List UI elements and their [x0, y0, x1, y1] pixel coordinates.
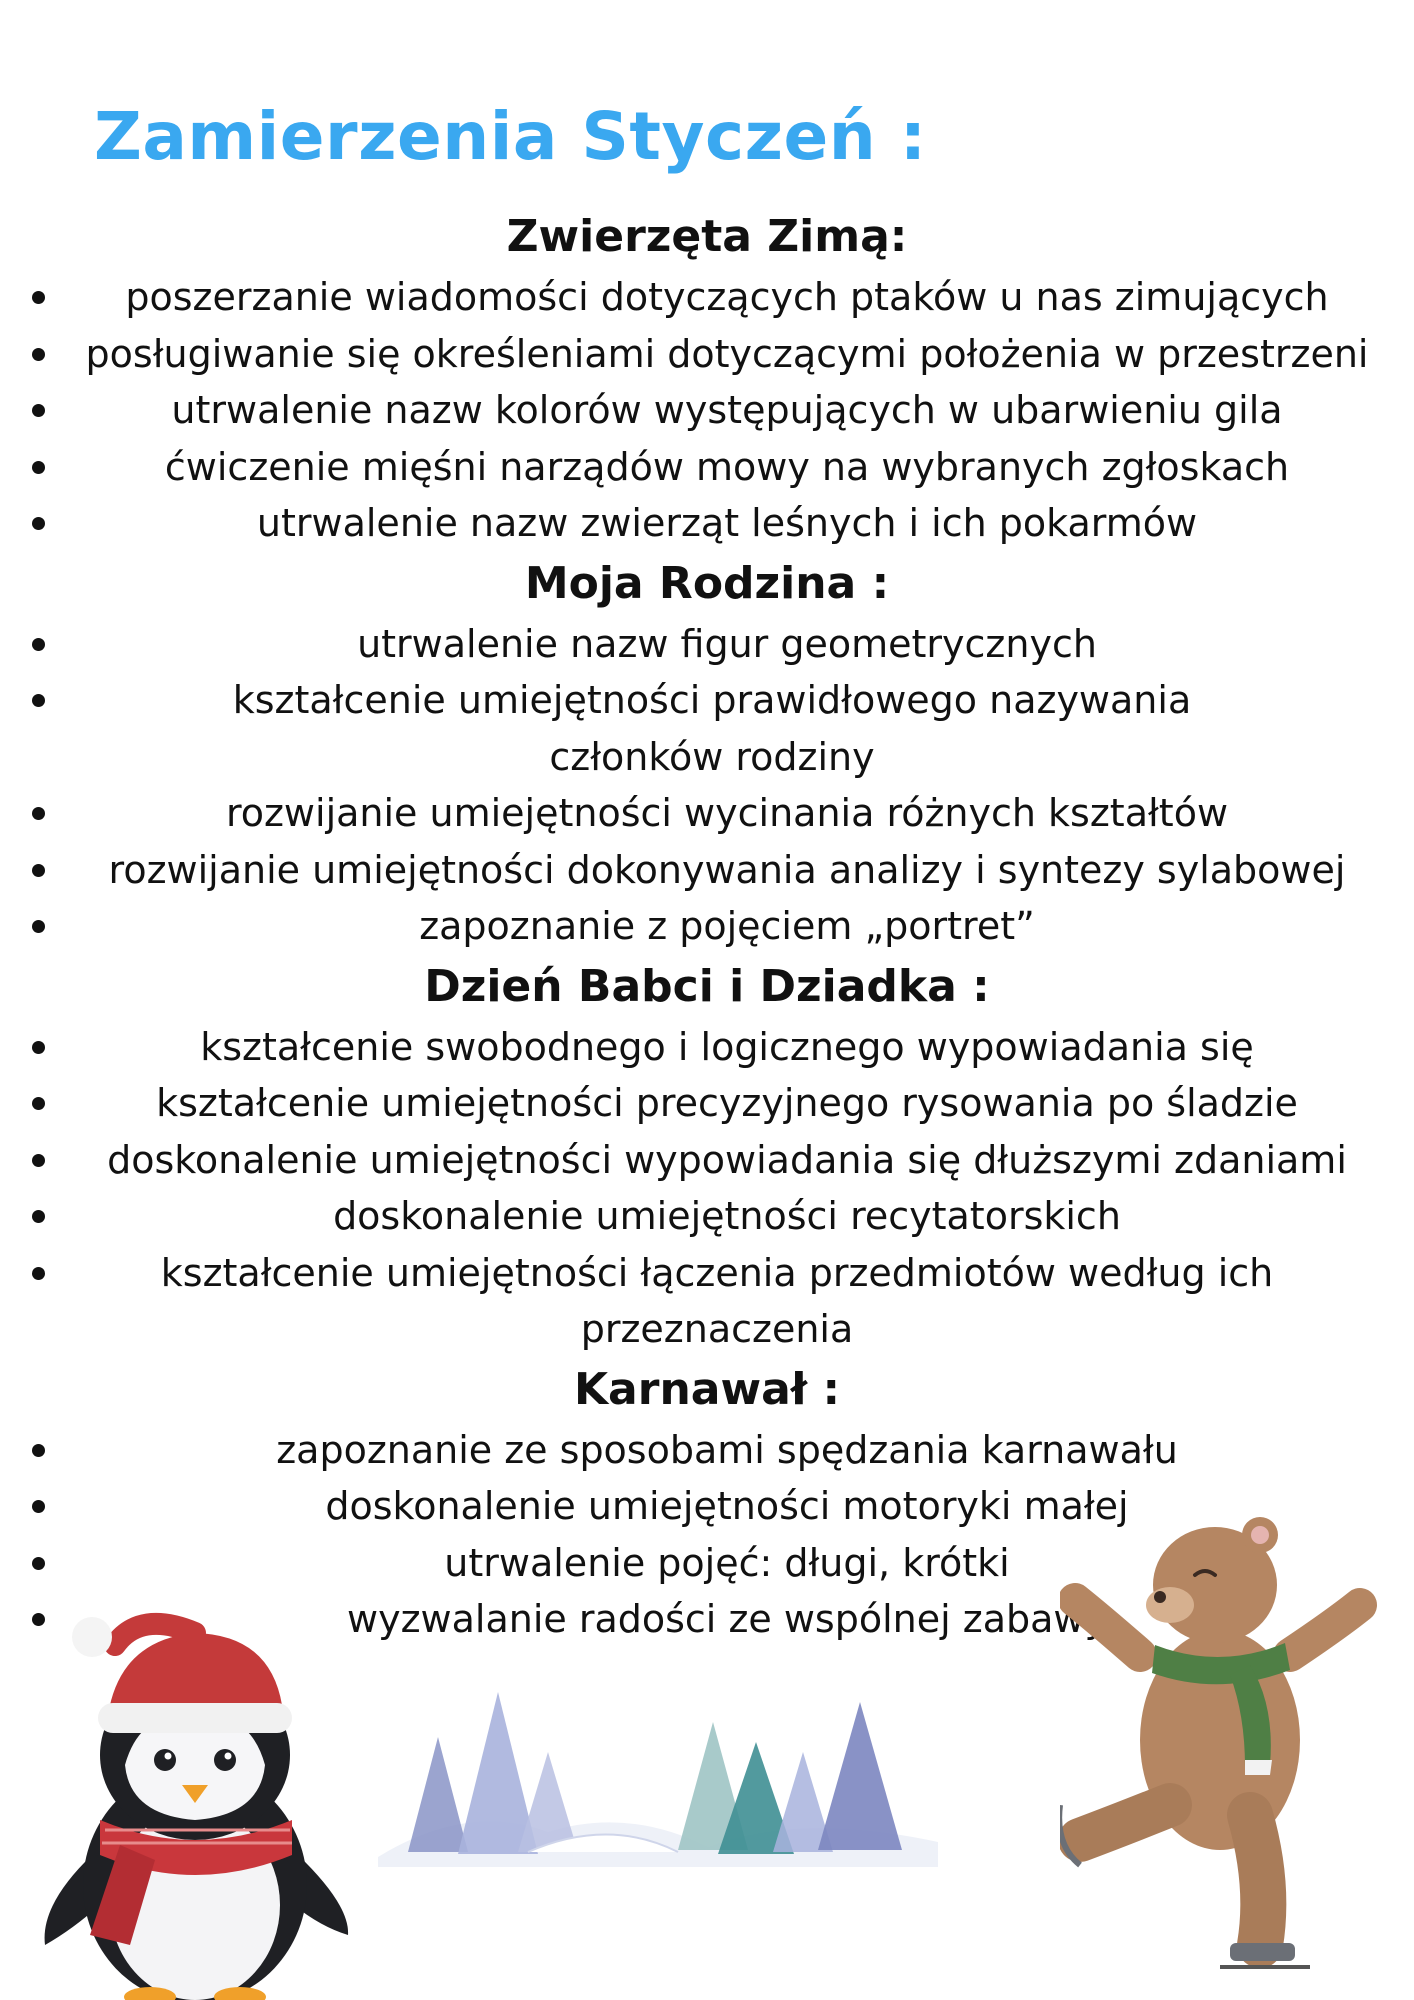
item-text: zapoznanie ze sposobami spędzania karnawału [276, 1427, 1178, 1472]
winter-trees-illustration [378, 1682, 938, 1867]
item-list [0, 616, 1414, 955]
list-item [0, 616, 1414, 673]
bullet-icon [32, 920, 45, 933]
bullet-icon [32, 1154, 45, 1167]
item-text: ćwiczenie mięśni narządów mowy na wybranych zgłoskach [164, 444, 1290, 489]
item-text: kształcenie umiejętności łączenia przedmiotów według ich przeznaczenia [160, 1250, 1274, 1351]
item-text: doskonalenie umiejętności recytatorskich [333, 1194, 1121, 1238]
item-text: poszerzanie wiadomości dotyczących ptaków u nas zimujących [125, 275, 1329, 319]
item-text: kształcenie umiejętności prawidłowego nazywania członków rodziny [232, 678, 1192, 779]
item-text: utrwalenie nazw kolorów występujących w ubarwieniu gila [171, 388, 1283, 432]
item-text: zapoznanie z pojęciem „portret” [419, 904, 1035, 948]
bullet-icon [32, 1097, 45, 1110]
item-text: kształcenie swobodnego i logicznego wypowiadania się [200, 1024, 1254, 1069]
list-item [0, 495, 1414, 552]
section-heading: Zwierzęta Zimą: [506, 211, 908, 262]
item-text: rozwijanie umiejętności wycinania różnych kształtów [225, 791, 1229, 835]
item-text: rozwijanie umiejętności dokonywania analizy i syntezy sylabowej [108, 847, 1346, 892]
item-list [0, 1019, 1414, 1358]
item-text: doskonalenie umiejętności wypowiadania się dłuższymi zdaniami [107, 1137, 1347, 1182]
bullet-icon [32, 1267, 45, 1280]
list-item [0, 785, 1414, 842]
section-heading: Dzień Babci i Dziadka : [424, 960, 990, 1012]
bullet-icon [32, 404, 45, 417]
section-heading: Moja Rodzina : [524, 557, 890, 609]
content [0, 205, 1414, 1648]
bullet-icon [32, 348, 45, 361]
item-text: posługiwanie się określeniami dotyczącymi położenia w przestrzeni [85, 331, 1369, 376]
bullet-icon [32, 1041, 45, 1054]
list-item [0, 326, 1414, 383]
list-item [0, 1019, 1414, 1076]
bullet-icon [32, 1210, 45, 1223]
section-zwierzeta-zima [0, 205, 1414, 552]
list-item [0, 1245, 1414, 1358]
list-item [0, 1422, 1414, 1479]
list-item [0, 672, 1414, 785]
list-item [0, 439, 1414, 496]
section-heading: Karnawał : [573, 1363, 841, 1415]
list-item [0, 1075, 1414, 1132]
list-item [0, 382, 1414, 439]
bullet-icon [32, 1500, 45, 1513]
item-text: utrwalenie nazw figur geometrycznych [357, 621, 1097, 666]
list-item [0, 1132, 1414, 1189]
item-text: wyzwalanie radości ze wspólnej zabawy [347, 1597, 1107, 1641]
list-item [0, 1188, 1414, 1245]
list-item [0, 842, 1414, 899]
item-text: kształcenie umiejętności precyzyjnego rysowania po śladzie [156, 1081, 1298, 1125]
item-list [0, 269, 1414, 552]
section-dzien-babci-i-dziadka [0, 955, 1414, 1358]
bullet-icon [32, 1557, 45, 1570]
bullet-icon [32, 694, 45, 707]
bullet-icon [32, 517, 45, 530]
penguin-illustration [30, 1605, 360, 2000]
list-item [0, 269, 1414, 326]
bullet-icon [32, 864, 45, 877]
bullet-icon [32, 291, 45, 304]
skating-bear-illustration [1060, 1505, 1400, 1975]
bullet-icon [32, 461, 45, 474]
page-title: Zamierzenia Styczeń : [94, 98, 927, 176]
item-text: utrwalenie nazw zwierząt leśnych i ich pokarmów [256, 501, 1198, 545]
item-text: doskonalenie umiejętności motoryki małej [325, 1484, 1129, 1528]
bullet-icon [32, 807, 45, 820]
list-item [0, 898, 1414, 955]
bullet-icon [32, 1444, 45, 1457]
section-moja-rodzina [0, 552, 1414, 955]
bullet-icon [32, 638, 45, 651]
item-text: utrwalenie pojęć: długi, krótki [444, 1540, 1010, 1585]
